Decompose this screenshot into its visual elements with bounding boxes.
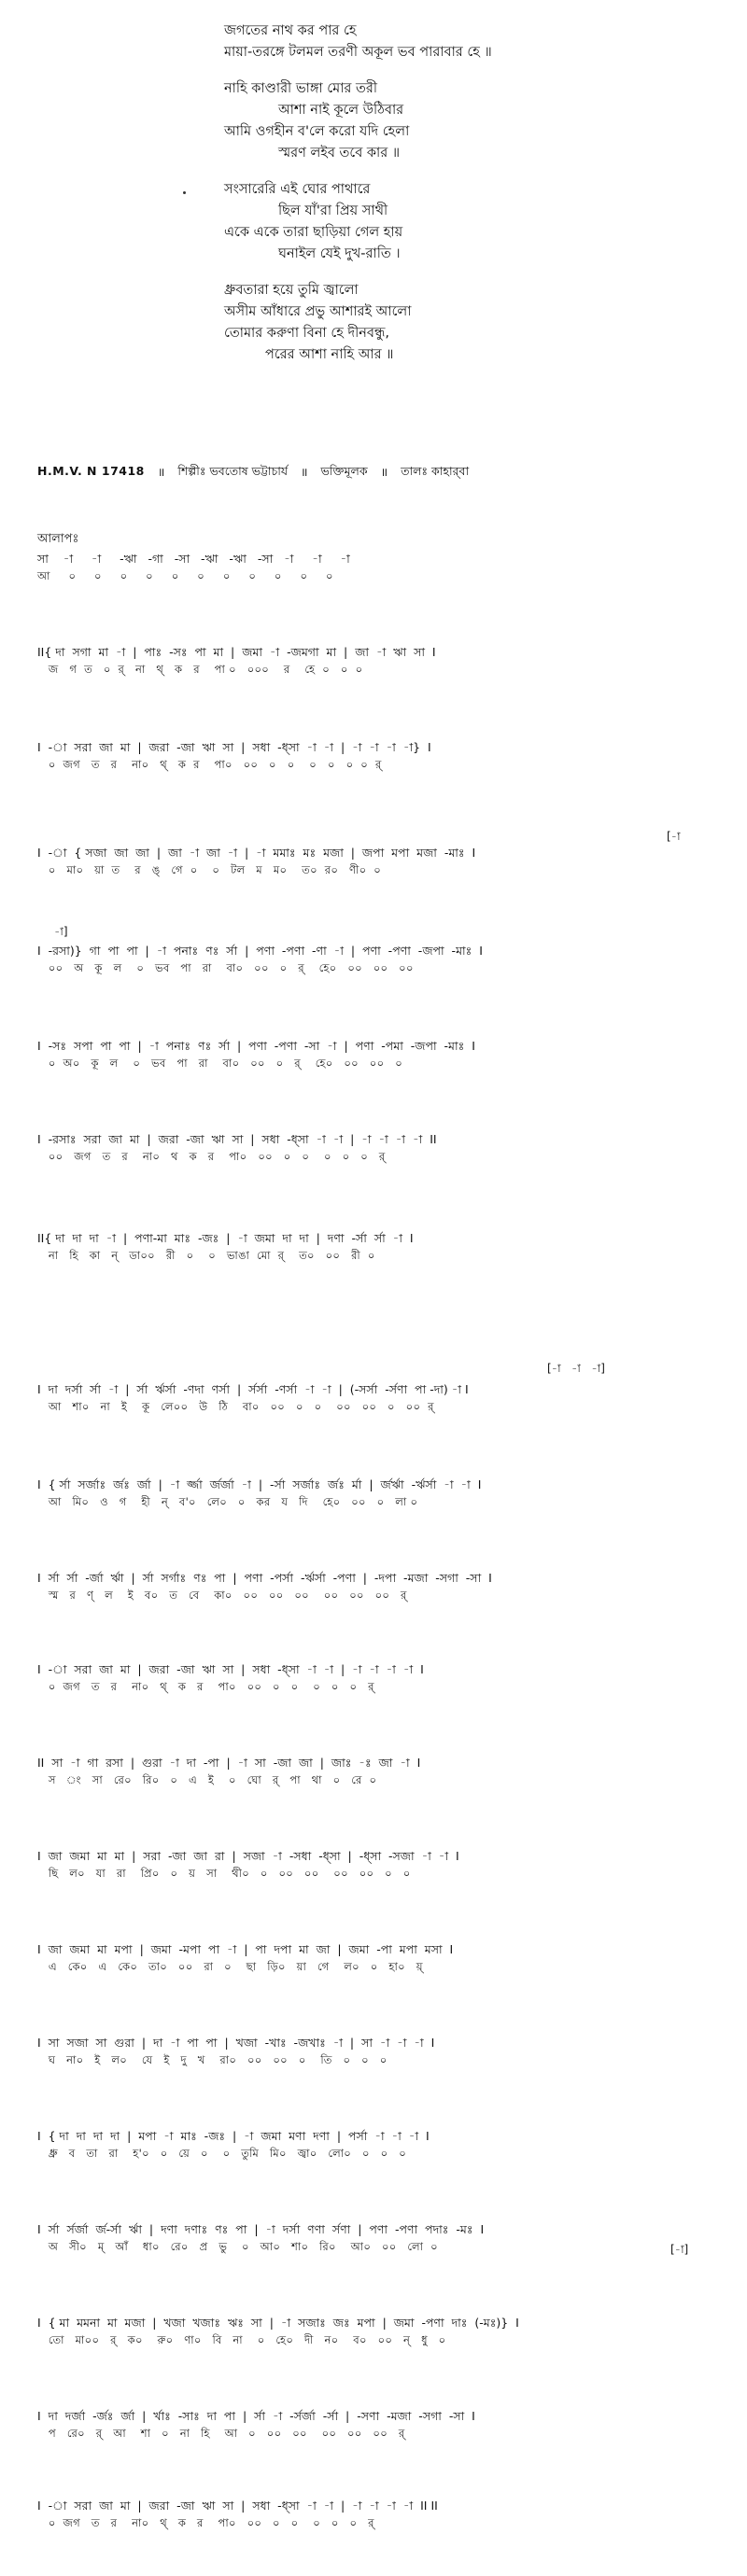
swara-line: I -সঃ সপা পা পা | -া পনাঃ ণঃ র্সা | পণা -পণা -সা -া | পণা -পমা -জপা -মাঃ I bbox=[37, 1039, 475, 1053]
lyric-line: ঘনাইল যেই দুখ-রাতি । bbox=[278, 246, 401, 261]
notation-row bbox=[37, 2408, 733, 2442]
syllable-line: ছি ল০ যা রা প্রি০ ০ য় সা থী০ ০ ০০ ০০ ০০ ০০ ০ ০ bbox=[37, 1867, 411, 1880]
notation-row bbox=[37, 1381, 733, 1415]
swara-line: I জা জমা মা মপা | জমা -মপা পা -া | পা দপা মা জা | জমা -পা মপা মসা I bbox=[37, 1942, 454, 1956]
notation-row bbox=[37, 1230, 733, 1264]
swara-line: I র্সা র্সর্জা র্জ-র্সা র্ঋা | দণা দণাঃ ণঃ পা | -া দর্সা ণণা র্সণা | পণা -পণা পদাঃ -মঃ I bbox=[37, 2222, 485, 2236]
swara-line: I -া সরা জা মা | জরা -জা ঋা সা | সধা -ধ্সা -া -া | -া -া -া -া} I bbox=[37, 740, 431, 754]
alap-syllables: আ ০ ০ ০ ০ ০ ০ ০ ০ ০ ০ ০ bbox=[37, 569, 333, 582]
alap-notes: সা -া -া -ঋা -গা -সা -ঋা -ঋা -সা -া -া -া bbox=[37, 552, 350, 566]
swara-line: II{ দা দা দা -া | পণা-মা মাঃ -জঃ | -া জমা দা দা | দণা -র্সা র্সা -া I bbox=[37, 1231, 414, 1245]
syllable-line: ০ জগ ত র না০ থ্ ক র পা০ ০০ ০ ০ ০ ০ ০ র্ bbox=[37, 2516, 374, 2529]
lyrics-stanza-1 bbox=[224, 21, 654, 63]
song-lyrics bbox=[224, 21, 654, 381]
syllable-line: অ সী০ ম্ আঁ ধা০ রে০ প্র ভু ০ আ০ শা০ রি০ আ০ ০০ লো ০ bbox=[37, 2240, 438, 2253]
lyrics-stanza-2 bbox=[224, 78, 654, 164]
tala-label: তালঃ কাহার্‌বা bbox=[401, 464, 470, 478]
notation-row bbox=[37, 1755, 733, 1788]
swara-line: II{ দা সগা মা -া | পাঃ -সঃ পা মা | জমা -া -জমগা মা | জা -া ঋা সা I bbox=[37, 645, 436, 659]
bracket-annotation: [-া -া -া] bbox=[547, 1362, 605, 1375]
bracket-annotation: [-া] bbox=[670, 2243, 689, 2256]
swara-line: I { মা মমনা মা মজা | খজা খজাঃ ঋঃ সা | -া সজাঃ জঃ মপা | জমা -পণা দাঃ (-মঃ)} I bbox=[37, 2316, 519, 2330]
artist-credit: শিল্পীঃ ভবতোষ ভট্টাচার্য bbox=[177, 464, 289, 478]
lyric-line: স্মরণ লইব তবে কার ॥ bbox=[278, 146, 401, 161]
syllable-line: জ গ ত ০ র্ না থ্ ক র পা ০ ০০০ র হে ০ ০ ০ bbox=[37, 663, 363, 676]
syllable-line: প রে০ র্ আ শা ০ না হি আ ০ ০০ ০০ ০০ ০০ ০০ র্ bbox=[37, 2427, 405, 2440]
swara-line: I -া { সজা জা জা | জা -া জা -া | -া মমাঃ মঃ মজা | জপা মপা মজা -মাঃ I bbox=[37, 846, 476, 860]
syllable-line: এ কে০ এ কে০ তা০ ০০ রা ০ ছা ড়ি০ য়া গে ল০ ০ হা০ য়্ bbox=[37, 1960, 423, 1973]
separator: ॥ bbox=[380, 465, 388, 479]
swara-line: I দা দর্জা -র্জঃ র্জা | র্খাঃ -সাঃ দা পা | র্সা -া -র্সর্জা -র্সা | -সণা -মজা -সগা -সা I bbox=[37, 2409, 475, 2423]
syllable-line: আ মি০ ও গ হী ন্ ব'০ লে০ ০ কর য দি হে০ ০০ ০ লা ০ bbox=[37, 1495, 418, 1508]
syllable-line: স্ম র ণ্ ল ই ব০ ত বে কা০ ০০ ০০ ০০ ০০ ০০ ০০ র্ bbox=[37, 1589, 407, 1602]
syllable-line: স ং সা রে০ রি০ ০ এ ই ০ ঘো র্ পা থা ০ রে ০ bbox=[37, 1773, 377, 1786]
separator: ॥ bbox=[301, 465, 308, 479]
recording-info bbox=[37, 464, 728, 483]
syllable-line: ০ অ০ কূ ল ০ ভব পা রা বা০ ০০ ০ র্ হে০ ০০ ০০ ০ bbox=[37, 1057, 402, 1070]
notation-row bbox=[37, 2498, 733, 2531]
swara-line: II সা -া গা রসা | গুরা -া দা -পা | -া সা -জা জা | জাঃ -ঃ জা -া I bbox=[37, 1756, 421, 1770]
lyrics-stanza-3 bbox=[224, 179, 654, 265]
lyric-line: পরের আশা নাহি আর ॥ bbox=[265, 347, 394, 362]
swara-line: I -রসাঃ সরা জা মা | জরা -জা ঋা সা | সধা -ধ্সা -া -া | -া -া -া -া II bbox=[37, 1132, 437, 1146]
notation-row bbox=[37, 2315, 733, 2348]
syllable-line: ঘ না০ ই ল০ যে ই দু খ রা০ ০০ ০০ ০ তি ০ ০ ০ bbox=[37, 2053, 388, 2066]
syllable-line: ০ জগ ত র না০ থ্ ক র পা০ ০০ ০ ০ ০ ০ ০ র্ bbox=[37, 1680, 374, 1693]
lyric-line: নাহি কাণ্ডারী ভাঙ্গা মোর তরী bbox=[224, 81, 377, 96]
swara-line: I জা জমা মা মা | সরা -জা জা রা | সজা -া -সধা -ধ্সা | -ধ্সা -সজা -া -া I bbox=[37, 1849, 459, 1863]
notation-row bbox=[37, 1941, 733, 1975]
notation-row bbox=[37, 739, 733, 773]
notation-row bbox=[37, 1848, 733, 1882]
swara-line: I র্সা র্সা -র্জা র্ঋা | র্সা সর্গাঃ ণঃ পা | পণা -পর্সা -র্ঋর্সা -পণা | -দপা -মজা -সগা -সা I bbox=[37, 1571, 492, 1585]
separator: ॥ bbox=[157, 465, 165, 479]
lyric-line: সংসারেরি এই ঘোর পাথারে bbox=[224, 182, 371, 197]
swara-line: I সা সজা সা গুরা | দা -া পা পা | খজা -খাঃ -জখাঃ -া | সা -া -া -া I bbox=[37, 2036, 435, 2050]
notation-row bbox=[37, 2035, 733, 2068]
lyric-line: আমি ওগহীন ব'লে করো যদি হেলা bbox=[224, 124, 410, 139]
notation-row bbox=[37, 1038, 733, 1071]
notation-row bbox=[37, 845, 733, 878]
syllable-line: ০ জগ ত র না০ থ্ ক র পা০ ০০ ০ ০ ০ ০ ০ ০ র্ bbox=[37, 758, 382, 771]
song-category: ভক্তিমূলক bbox=[320, 464, 368, 478]
swara-line: I { র্সা সর্জাঃ র্জঃ র্জা | -া র্জ্জা র্জর্জা -া | -র্সা সর্জাঃ র্জঃ র্মা | র্জর্ঋা -র্ঋর্সা -া -া I bbox=[37, 1477, 482, 1491]
notation-row bbox=[37, 2128, 733, 2162]
swara-line: I -রসা)} গা পা পা | -া পনাঃ ণঃ র্সা | পণা -পণা -ণা -া | পণা -পণা -জপা -মাঃ I bbox=[37, 944, 483, 958]
syllable-line: ০ মা০ য়া ত র ঙ্ গে ০ ০ টল ম ম০ ত০ র০ ণী০ ০ bbox=[37, 863, 382, 876]
ink-dot bbox=[183, 191, 186, 194]
lyrics-stanza-4 bbox=[224, 280, 654, 366]
syllable-line: ০০ জগ ত র না০ থ ক র পা০ ০০ ০ ০ ০ ০ ০ র্ bbox=[37, 1150, 386, 1163]
swara-line: I { দা দা দা দা | মপা -া মাঃ -জঃ | -া জমা মণা দণা | পর্সা -া -া -া I bbox=[37, 2129, 430, 2143]
lyric-line: ছিল যাঁ'রা প্রিয় সাথী bbox=[278, 203, 388, 218]
syllable-line: না হি কা ন্ ডা০০ রী ০ ০ ভাঙা মো র্ ত০ ০০ রী ০ bbox=[37, 1249, 375, 1262]
notation-row bbox=[37, 1570, 733, 1603]
syllable-line: তো মা০০ র্ ক০ রু০ ণা০ বি না ০ হে০ দী ন০ ব০ ০০ ন্ ধু ০ bbox=[37, 2333, 446, 2346]
notation-row bbox=[37, 943, 733, 976]
alap-heading: আলাপঃ bbox=[37, 532, 79, 546]
lyric-line: মায়া-তরঙ্গে টলমল তরণী অকূল ভব পারাবার হে ॥ bbox=[224, 45, 492, 60]
lyric-line: অসীম আঁধারে প্রভু আশারই আলো bbox=[224, 304, 412, 319]
lyric-line: একে একে তারা ছাড়িয়া গেল হায় bbox=[224, 225, 403, 240]
alap-block bbox=[37, 551, 733, 584]
lyric-line: তোমার করুণা বিনা হে দীনবন্ধু, bbox=[224, 326, 390, 341]
syllable-line: ধ্রু ব তা রা হ'০ ০ য়ে ০ ০ তুমি মি০ জ্বা০ লো০ ০ ০ ০ bbox=[37, 2147, 407, 2160]
lyric-line: ধ্রুবতারা হয়ে তুমি জ্বালো bbox=[224, 283, 359, 298]
bracket-annotation: [-া bbox=[667, 830, 681, 843]
notation-row bbox=[37, 644, 733, 678]
bracket-annotation: -া] bbox=[54, 925, 68, 938]
notation-row bbox=[37, 1131, 733, 1165]
record-code: H.M.V. N 17418 bbox=[37, 464, 145, 478]
notation-row bbox=[37, 1477, 733, 1510]
swara-line: I দা দর্সা র্সা -া | র্সা র্ঋর্সা -ণদা ণর্সা | র্সর্সা -ণর্সা -া -া | (-সর্সা -র্সণা পা -দা) -া I bbox=[37, 1382, 469, 1396]
lyric-line: জগতের নাথ কর পার হে bbox=[224, 23, 357, 38]
syllable-line: ০০ অ কূ ল ০ ভব পা রা বা০ ০০ ০ র্ হে০ ০০ ০০ ০০ bbox=[37, 961, 414, 974]
lyric-line: আশা নাই কূলে উঠিবার bbox=[278, 103, 404, 118]
notation-row bbox=[37, 2221, 733, 2255]
notation-row bbox=[37, 1661, 733, 1695]
syllable-line: আ শা০ না ই কূ লে০০ উ ঠি বা০ ০০ ০ ০ ০০ ০০ ০ ০০ র্ bbox=[37, 1400, 434, 1413]
swara-line: I -া সরা জা মা | জরা -জা ঋা সা | সধা -ধ্সা -া -া | -া -া -া -া I bbox=[37, 1662, 424, 1676]
swara-line: I -া সরা জা মা | জরা -জা ঋা সা | সধা -ধ্সা -া -া | -া -া -া -া II II bbox=[37, 2499, 438, 2513]
